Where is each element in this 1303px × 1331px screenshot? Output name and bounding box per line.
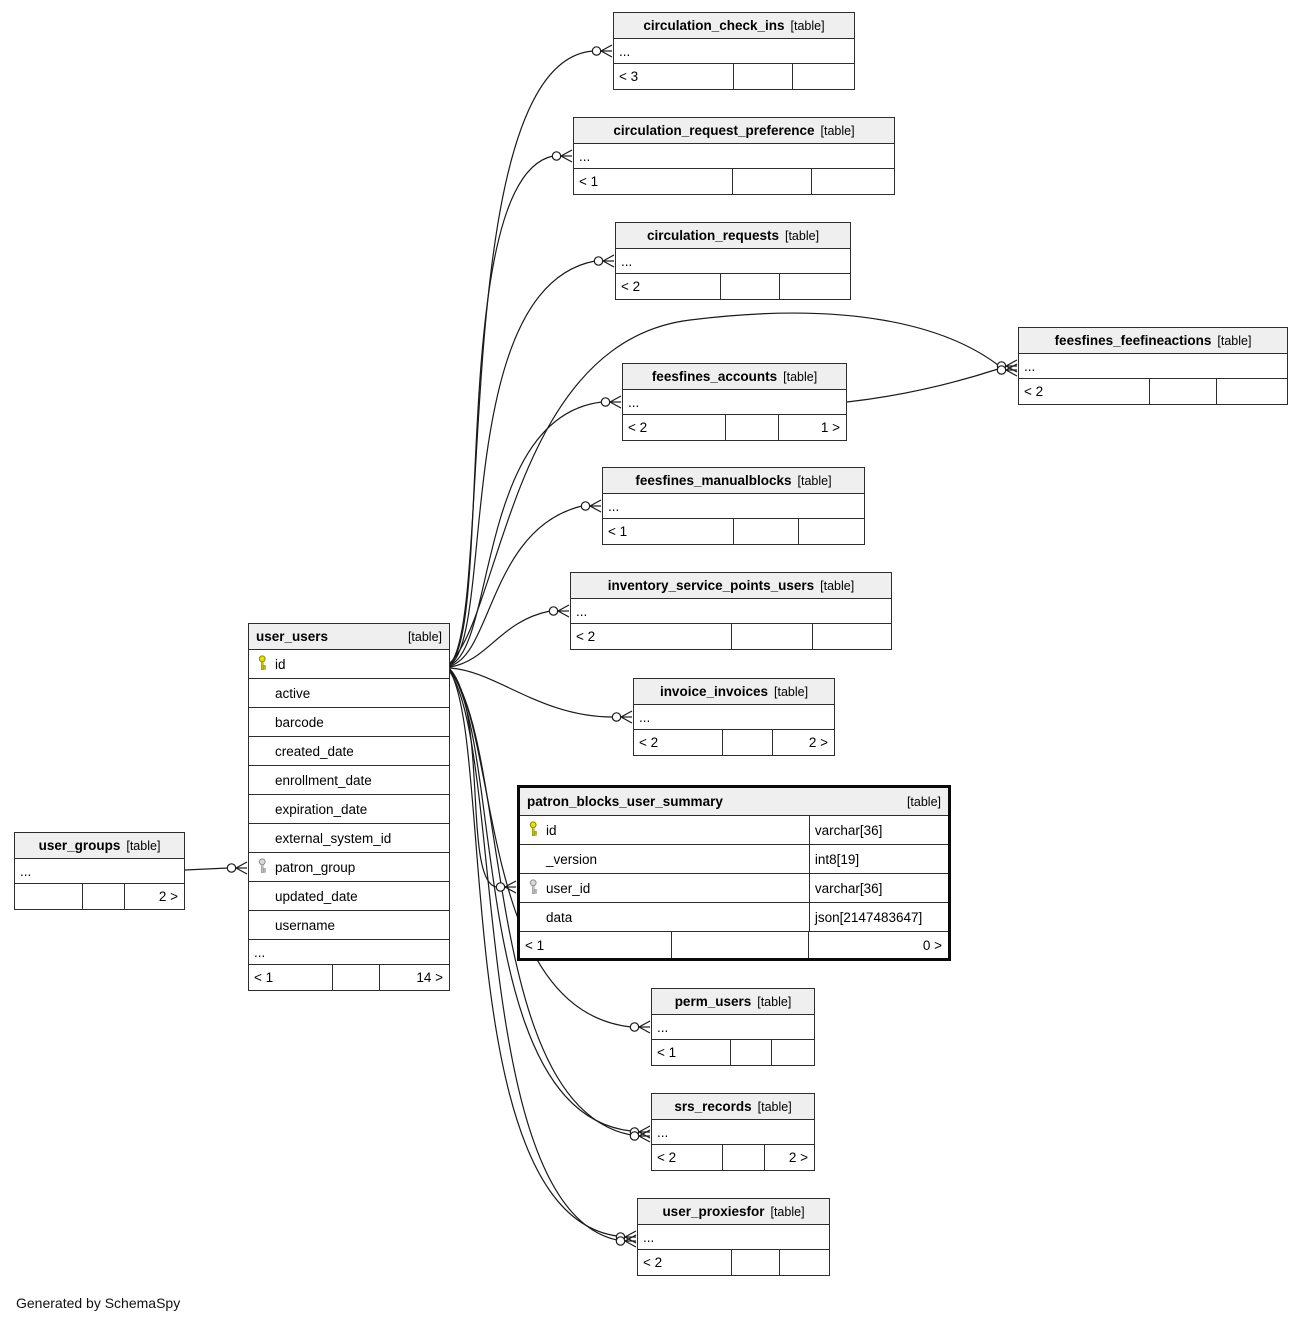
column-type: json[2147483647] [814,909,923,925]
spacer-cell [723,1145,765,1170]
relationship-edge-14 [847,369,998,402]
crowfoot-marker-1 [552,150,572,162]
key-slot [520,821,546,840]
column-name: _version [546,851,598,867]
foreign-key-icon [528,879,539,898]
column-type: int8[19] [814,851,860,867]
relationship-count-footer [574,169,894,194]
table-type-label: [table] [820,123,855,138]
spacer-cell [732,624,813,649]
column-row-created_date [249,737,449,766]
column-type: varchar[36] [814,822,883,838]
table-node-inventory_service_points_users[interactable] [570,572,892,650]
child-count: 0 > [922,937,942,953]
relationship-count-footer [616,274,850,299]
spacer-cell [333,965,380,990]
parent-count: < 1 [249,965,333,990]
column-row-_version [520,845,948,874]
table-name: perm_users [674,994,752,1009]
more-columns-ellipsis: ... [652,1120,814,1145]
more-columns-ellipsis: ... [603,494,864,519]
crowfoot-marker-5 [581,500,601,512]
parent-count: < 2 [652,1145,723,1170]
table-type-label: [table] [906,794,941,809]
relationship-edge-1 [450,156,553,664]
primary-key-icon [528,821,539,840]
table-type-label: [table] [784,228,820,243]
column-name: updated_date [275,888,358,904]
child-count [772,1040,814,1065]
key-slot [249,858,275,877]
crowfoot-marker-4 [601,396,621,408]
column-row-barcode [249,708,449,737]
relationship-count-footer [634,730,834,755]
column-name: username [275,917,336,933]
key-slot [520,879,546,898]
more-columns-ellipsis: ... [1019,354,1287,379]
child-count: 2 > [808,735,828,750]
table-name: invoice_invoices [659,684,768,699]
spacer-cell [733,169,812,194]
table-name: circulation_requests [646,228,779,243]
table-type-label: [table] [757,994,792,1009]
relationship-count-footer [614,64,854,89]
spacer-cell [734,519,799,544]
relationship-count-footer [1019,379,1287,404]
column-row-active [249,679,449,708]
more-columns-ellipsis: ... [634,705,834,730]
child-count [793,64,854,89]
parent-count: < 1 [652,1040,731,1065]
crowfoot-marker-12 [227,862,247,874]
spacer-cell [734,64,793,89]
parent-count: < 2 [634,730,723,755]
more-columns-ellipsis: ... [571,599,891,624]
relationship-edge-5 [450,506,582,666]
table-type-label: [table] [790,18,825,33]
relationship-count-footer [249,965,449,990]
column-name: external_system_id [275,830,392,846]
table-type-label: [table] [1217,333,1252,348]
relationship-edge-15 [185,868,228,870]
table-type-label: [table] [407,629,442,644]
crowfoot-marker-10 [630,1126,650,1142]
spacer-cell [732,1250,781,1275]
parent-count: < 1 [574,169,733,194]
spacer-cell [723,730,773,755]
column-name: id [275,656,286,672]
relationship-count-footer [520,932,948,958]
crowfoot-marker-6 [549,605,569,617]
relationship-count-footer [652,1145,814,1170]
table-name: circulation_check_ins [643,18,785,33]
relationship-edge-7 [450,668,613,717]
parent-count: < 2 [1019,379,1150,404]
more-columns-ellipsis: ... [652,1015,814,1040]
column-name: active [275,685,311,701]
child-count: 14 > [416,970,443,985]
table-type-label: [table] [757,1099,792,1114]
column-row-user_id [520,874,948,903]
more-columns-ellipsis: ... [638,1225,829,1250]
column-name: created_date [275,743,354,759]
table-node-user_users[interactable] [248,623,450,991]
parent-count: < 1 [603,519,734,544]
child-count [780,1250,829,1275]
column-row-external_system_id [249,824,449,853]
table-name: feesfines_feefineactions [1054,333,1212,348]
table-name: circulation_request_preference [613,123,815,138]
table-type-label: [table] [770,1204,805,1219]
column-type: varchar[36] [814,880,883,896]
more-columns-ellipsis: ... [614,39,854,64]
spacer-cell [1150,379,1217,404]
crowfoot-marker-11 [616,1231,636,1247]
child-count [1217,379,1287,404]
foreign-key-icon [257,858,268,877]
column-name: id [546,822,557,838]
table-node-feesfines_manualblocks[interactable] [602,467,865,545]
crowfoot-marker-2 [594,255,614,267]
more-columns-ellipsis: ... [623,390,846,415]
table-type-label: [table] [797,473,832,488]
parent-count: < 1 [520,932,672,958]
more-columns-ellipsis: ... [616,249,850,274]
table-name: user_users [256,629,329,644]
spacer-cell [731,1040,772,1065]
child-count [799,519,864,544]
table-type-label: [table] [126,838,161,853]
parent-count: < 3 [614,64,734,89]
column-row-enrollment_date [249,766,449,795]
table-node-user_proxiesfor[interactable] [637,1198,830,1276]
column-name: patron_group [275,859,356,875]
relationship-count-footer [652,1040,814,1065]
table-node-srs_records[interactable] [651,1093,815,1171]
column-name: barcode [275,714,324,730]
parent-count: < 2 [623,415,726,440]
table-node-feesfines_feefineactions[interactable] [1018,327,1288,405]
parent-count [15,884,83,909]
table-name: feesfines_manualblocks [635,473,792,488]
spacer-cell [672,932,809,958]
crowfoot-marker-9 [630,1021,650,1033]
relationship-count-footer [603,519,864,544]
column-row-id [520,816,948,845]
column-row-username [249,911,449,940]
crowfoot-marker-3 [997,360,1017,376]
table-name: inventory_service_points_users [607,578,815,593]
table-node-feesfines_accounts[interactable] [622,363,847,441]
relationship-count-footer [623,415,846,440]
crowfoot-marker-0 [592,45,612,57]
relationship-count-footer [15,884,184,909]
column-row-updated_date [249,882,449,911]
column-row-id [249,650,449,679]
table-type-label: [table] [820,578,855,593]
table-node-invoice_invoices[interactable] [633,678,835,756]
more-columns-ellipsis: ... [249,940,449,965]
table-node-circulation_request_preference[interactable] [573,117,895,195]
table-name: feesfines_accounts [651,369,778,384]
table-node-circulation_check_ins[interactable] [613,12,855,90]
table-node-perm_users[interactable] [651,988,815,1066]
spacer-cell [721,274,780,299]
primary-key-icon [257,655,268,674]
table-node-user_groups[interactable] [14,832,185,910]
table-name: srs_records [674,1099,752,1114]
table-type-label: [table] [783,369,818,384]
table-type-label: [table] [774,684,809,699]
column-row-expiration_date [249,795,449,824]
column-name: expiration_date [275,801,368,817]
more-columns-ellipsis: ... [15,859,184,884]
more-columns-ellipsis: ... [574,144,894,169]
table-name: user_proxiesfor [662,1204,765,1219]
spacer-cell [726,415,780,440]
child-count: 1 > [820,420,840,435]
table-node-patron_blocks_user_summary[interactable] [517,785,951,961]
child-count [813,624,891,649]
child-count [812,169,894,194]
column-row-data [520,903,948,932]
parent-count: < 2 [638,1250,732,1275]
column-row-patron_group [249,853,449,882]
child-count: 2 > [788,1150,808,1165]
table-node-circulation_requests[interactable] [615,222,851,300]
key-slot [249,655,275,674]
column-name: user_id [546,880,591,896]
crowfoot-marker-7 [612,711,632,723]
column-name: data [546,909,573,925]
relationship-count-footer [571,624,891,649]
parent-count: < 2 [571,624,732,649]
column-name: enrollment_date [275,772,372,788]
child-count [780,274,850,299]
spacer-cell [83,884,125,909]
parent-count: < 2 [616,274,721,299]
generated-by-label: Generated by SchemaSpy [16,1295,181,1311]
table-name: user_groups [38,838,121,853]
table-name: patron_blocks_user_summary [527,794,723,809]
child-count: 2 > [158,889,178,904]
relationship-count-footer [638,1250,829,1275]
